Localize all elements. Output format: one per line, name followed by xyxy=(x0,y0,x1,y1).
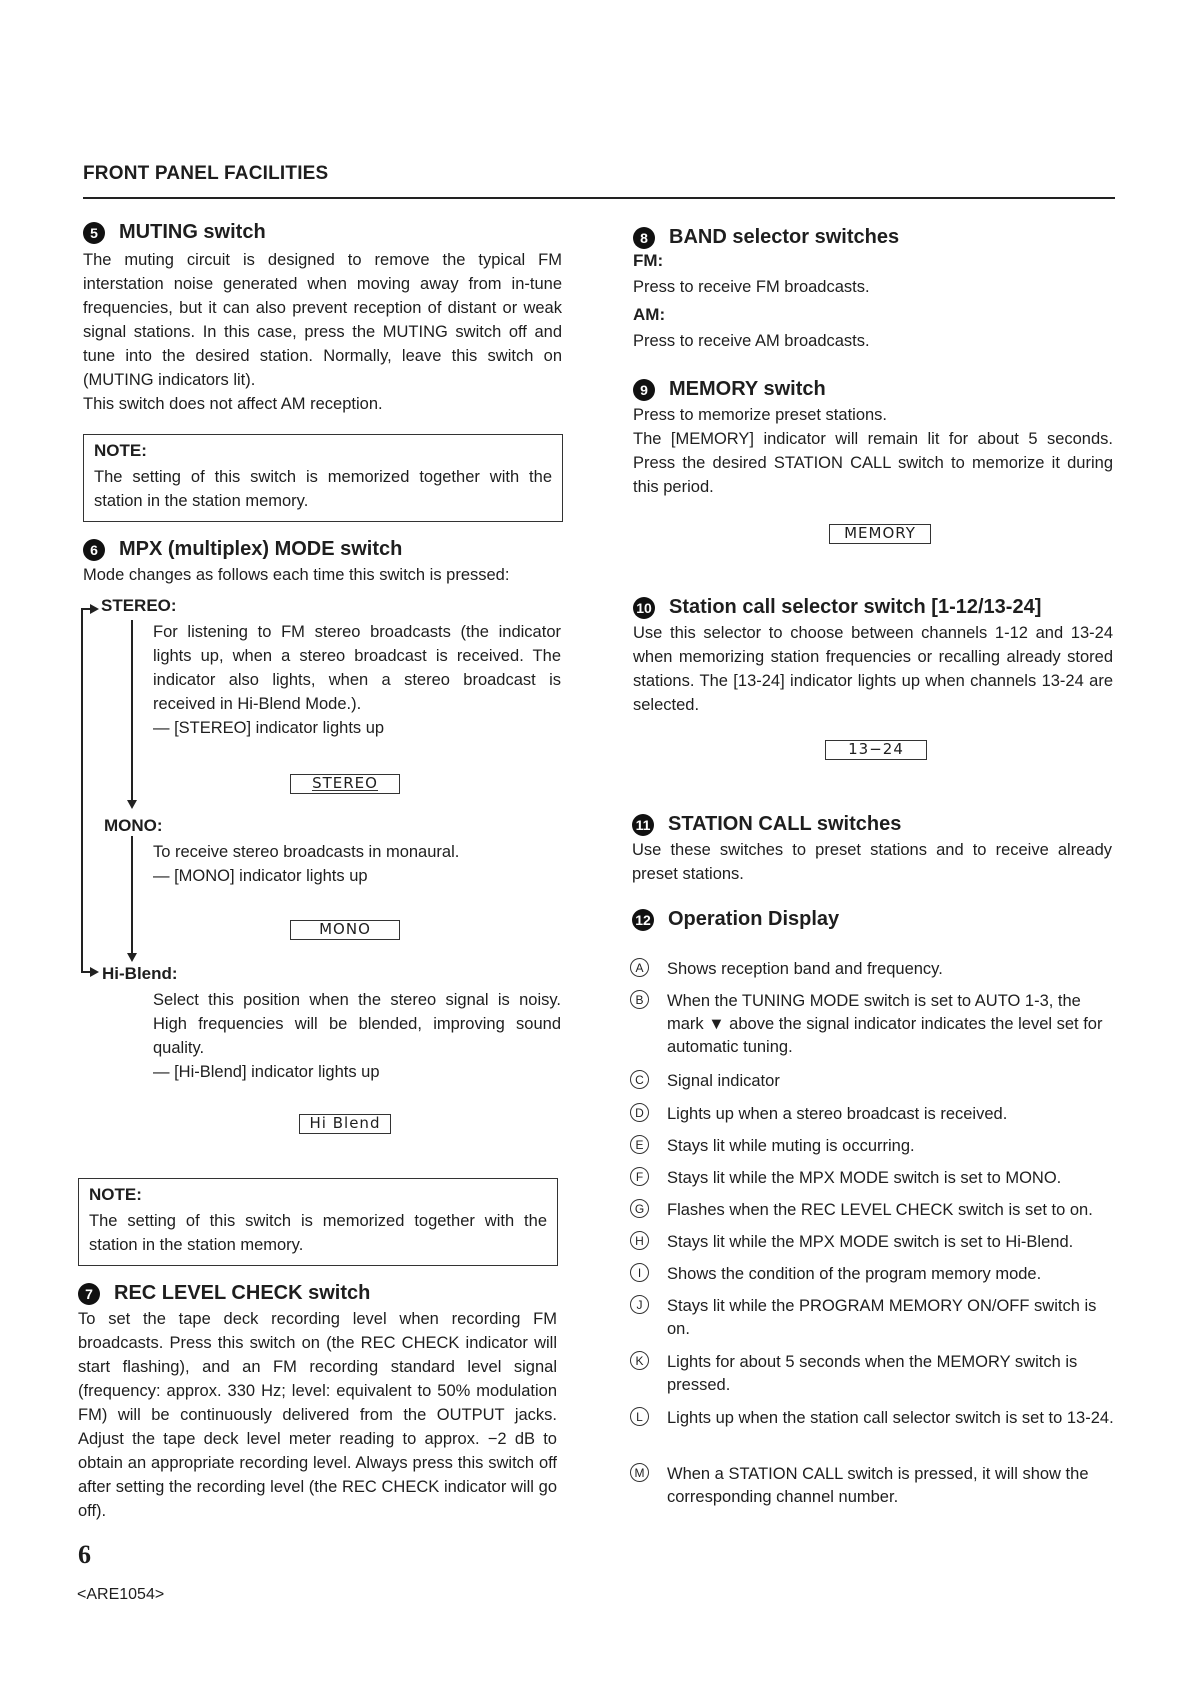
header-divider xyxy=(83,197,1115,199)
arrow-down-icon xyxy=(127,953,137,962)
paragraph: Press to receive AM broadcasts. xyxy=(633,332,870,350)
indicator-note: — [STEREO] indicator lights up xyxy=(153,719,385,737)
section-title xyxy=(633,226,1113,249)
letter-i-icon: I xyxy=(630,1263,649,1282)
mode-description: Select this position when the stereo signal is noisy. High frequencies will be blended, improving sound quality. xyxy=(153,991,561,1057)
paragraph: To set the tape deck recording level when recording FM broadcasts. Press this switch on (the REC CHECK indicator will start flashing), and an FM recording standard level signal (frequency: approx. 330 Hz; level: equivalent to 50% modulation FM) will be continuously delivered from the OUTPUT jacks. Adjust the tape deck level meter reading to approx. −2 dB to obtain an appropriate recording level. Always press this switch off after setting the recording level (the REC CHECK indicator will go off). xyxy=(78,1310,557,1520)
cycle-line xyxy=(81,609,83,973)
flow-line xyxy=(131,620,133,800)
list-item: B When the TUNING MODE switch is set to AUTO 1-3, the mark ▼ above the signal indicator indicates the level set for automatic tuning. xyxy=(632,990,1116,1059)
letter-b-icon: B xyxy=(630,990,649,1009)
indicator-note: — [MONO] indicator lights up xyxy=(153,867,368,885)
hiblend-indicator: Hi Blend xyxy=(299,1114,391,1134)
note-title: NOTE: xyxy=(89,1185,142,1204)
section-rec-level-check xyxy=(78,1282,557,1523)
section-title xyxy=(83,538,562,561)
page-title: FRONT PANEL FACILITIES xyxy=(83,163,329,184)
section-heading: REC LEVEL CHECK switch xyxy=(114,1282,371,1304)
mode-description: To receive stereo broadcasts in monaural. xyxy=(153,843,460,861)
paragraph: Mode changes as follows each time this switch is pressed: xyxy=(83,566,510,584)
mode-description: For listening to FM stereo broadcasts (the indicator lights up, when a stereo broadcast is received. The indicator also lights, when a stereo broadcast is received in Hi-Blend Mode.). xyxy=(153,623,561,713)
section-heading: STATION CALL switches xyxy=(668,813,902,835)
arrow-right-icon xyxy=(90,967,99,977)
list-item: M When a STATION CALL switch is pressed, it will show the corresponding channel number. xyxy=(632,1463,1116,1509)
list-item: E Stays lit while muting is occurring. xyxy=(632,1135,1116,1158)
section-title xyxy=(633,378,1113,401)
section-station-call xyxy=(632,813,1112,886)
mode-label-hiblend: Hi-Blend: xyxy=(102,964,178,983)
number-8-icon: 8 xyxy=(633,227,655,249)
band-label-am: AM: xyxy=(633,305,666,324)
section-band-selector xyxy=(633,226,1113,353)
number-7-icon: 7 xyxy=(78,1283,100,1305)
number-9-icon: 9 xyxy=(633,379,655,401)
section-title xyxy=(78,1282,557,1305)
letter-d-icon: D xyxy=(630,1103,649,1122)
number-12-icon: 12 xyxy=(632,909,654,931)
section-heading: BAND selector switches xyxy=(669,226,900,248)
letter-g-icon: G xyxy=(630,1199,649,1218)
note-text: The setting of this switch is memorized together with the station in the station memory. xyxy=(89,1212,547,1254)
section-heading: Station call selector switch [1-12/13-24] xyxy=(669,596,1042,618)
arrow-down-icon xyxy=(127,800,137,809)
paragraph: Use this selector to choose between channels 1-12 and 13-24 when memorizing station frequencies or recalling already stored stations. The [13-24] indicator lights up when channels 13-24 are selected. xyxy=(633,624,1113,714)
section-title xyxy=(632,813,1112,836)
paragraph: This switch does not affect AM reception. xyxy=(83,395,383,413)
list-item: A Shows reception band and frequency. xyxy=(632,958,1116,981)
number-6-icon: 6 xyxy=(83,539,105,561)
section-title xyxy=(83,221,562,244)
note-box xyxy=(78,1178,558,1266)
list-item: H Stays lit while the MPX MODE switch is set to Hi-Blend. xyxy=(632,1231,1116,1254)
section-muting xyxy=(83,221,562,416)
letter-e-icon: E xyxy=(630,1135,649,1154)
letter-j-icon: J xyxy=(630,1295,649,1314)
letter-a-icon: A xyxy=(630,958,649,977)
stereo-indicator: STEREO xyxy=(290,774,400,794)
mode-label-stereo: STEREO: xyxy=(101,596,177,615)
section-heading: MPX (multiplex) MODE switch xyxy=(119,538,403,560)
document-code: <ARE1054> xyxy=(77,1586,165,1603)
paragraph: Use these switches to preset stations and to receive already preset stations. xyxy=(632,841,1112,883)
paragraph: Press to memorize preset stations. xyxy=(633,406,888,424)
mono-indicator: MONO xyxy=(290,920,400,940)
section-mpx-mode xyxy=(83,538,562,587)
list-item: F Stays lit while the MPX MODE switch is set to MONO. xyxy=(632,1167,1116,1190)
note-text: The setting of this switch is memorized together with the station in the station memory. xyxy=(94,468,552,510)
number-11-icon: 11 xyxy=(632,814,654,836)
list-item: K Lights for about 5 seconds when the MEMORY switch is pressed. xyxy=(632,1351,1116,1397)
list-item: L Lights up when the station call selector switch is set to 13-24. xyxy=(632,1407,1116,1430)
paragraph: Press to receive FM broadcasts. xyxy=(633,278,870,296)
paragraph: The [MEMORY] indicator will remain lit for about 5 seconds. Press the desired STATION CALL switch to memorize it during this period. xyxy=(633,430,1113,496)
letter-k-icon: K xyxy=(630,1351,649,1370)
letter-f-icon: F xyxy=(630,1167,649,1186)
list-item: I Shows the condition of the program memory mode. xyxy=(632,1263,1116,1286)
letter-h-icon: H xyxy=(630,1231,649,1250)
memory-indicator: MEMORY xyxy=(829,524,931,544)
section-heading: Operation Display xyxy=(668,908,840,930)
number-5-icon: 5 xyxy=(83,222,105,244)
paragraph: The muting circuit is designed to remove the typical FM interstation noise generated when moving away from in-tune frequencies, but it can also prevent reception of distant or weak signal stations. In this case, press the MUTING switch off and tune into the desired station. Normally, leave this switch on (MUTING indicators lit). xyxy=(83,251,562,389)
note-box xyxy=(83,434,563,522)
section-title xyxy=(633,596,1113,619)
list-item: J Stays lit while the PROGRAM MEMORY ON/OFF switch is on. xyxy=(632,1295,1116,1341)
channel-13-24-indicator: 13−24 xyxy=(825,740,927,760)
section-station-call-selector xyxy=(633,596,1113,717)
list-item: C Signal indicator xyxy=(632,1070,1116,1093)
number-10-icon: 10 xyxy=(633,597,655,619)
page-number: 6 xyxy=(78,1540,91,1569)
letter-c-icon: C xyxy=(630,1070,649,1089)
mode-label-mono: MONO: xyxy=(104,816,163,835)
list-item: D Lights up when a stereo broadcast is received. xyxy=(632,1103,1116,1126)
section-title xyxy=(632,908,1112,931)
arrow-right-icon xyxy=(90,604,99,614)
letter-l-icon: L xyxy=(630,1407,649,1426)
indicator-note: — [Hi-Blend] indicator lights up xyxy=(153,1063,380,1081)
section-operation-display xyxy=(632,908,1112,931)
letter-m-icon: M xyxy=(630,1463,649,1482)
list-item: G Flashes when the REC LEVEL CHECK switch is set to on. xyxy=(632,1199,1116,1222)
section-heading: MUTING switch xyxy=(119,221,266,243)
section-heading: MEMORY switch xyxy=(669,378,826,400)
band-label-fm: FM: xyxy=(633,251,664,270)
section-memory xyxy=(633,378,1113,499)
note-title: NOTE: xyxy=(94,441,147,460)
flow-line xyxy=(131,836,133,954)
